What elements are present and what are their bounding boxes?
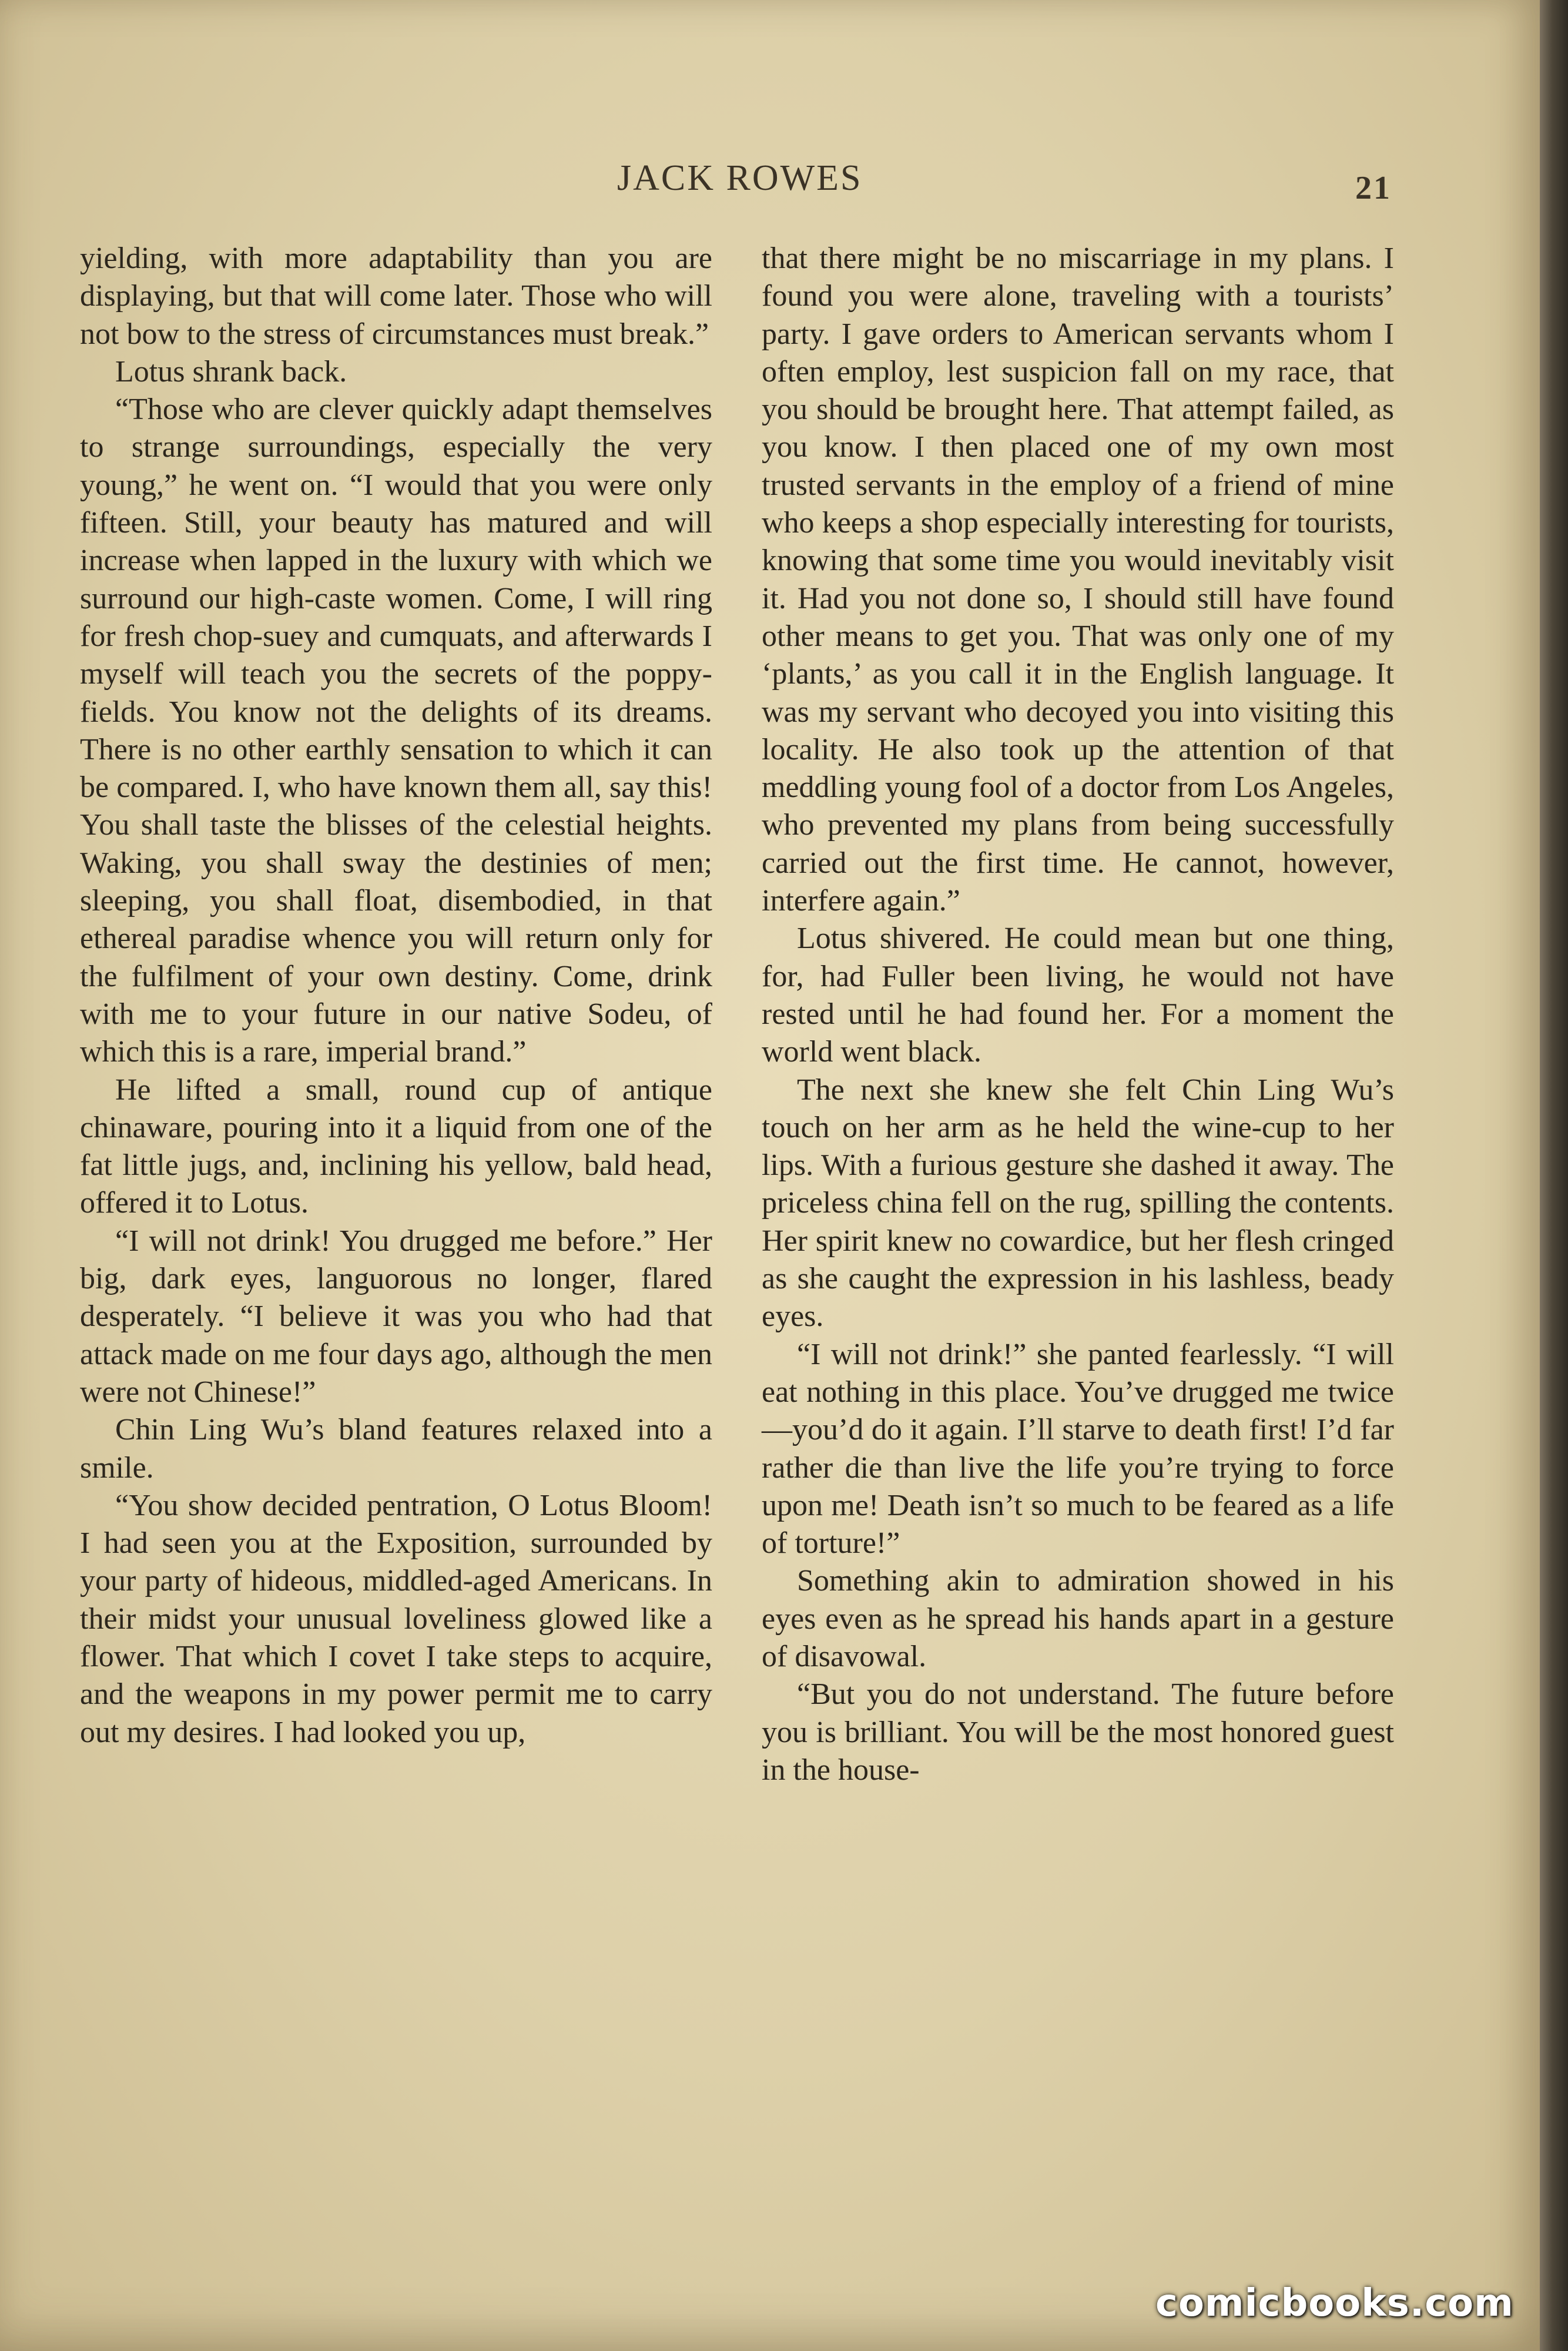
page-number: 21 bbox=[1355, 170, 1392, 206]
right-text-column bbox=[762, 240, 1394, 1789]
paragraph: Lotus shivered. He could mean but one thing, for, had Fuller been living, he would not have rested until he had found her. For a moment the world went black. bbox=[762, 922, 1394, 1069]
paragraph: He lifted a small, round cup of antique chinaware, pouring into it a liquid from one of the fat little jugs, and, inclining his yellow, bald head, offered it to Lotus. bbox=[80, 1073, 712, 1220]
paragraph: “I will not drink!” she panted fearlessly. “I will eat nothing in this place. You’ve drugged me twice—you’d do it again. I’ll starve to death first! I’d far rather die than live the life you’re trying to force upon me! Death isn’t so much to be feared as a life of torture!” bbox=[762, 1337, 1394, 1560]
paragraph: “But you do not understand. The future before you is brilliant. You will be the most honored guest in the house- bbox=[762, 1677, 1394, 1787]
paragraph: Something akin to admiration showed in his eyes even as he spread his hands apart in a gesture of disavowal. bbox=[762, 1564, 1394, 1673]
paragraph: Chin Ling Wu’s bland features relaxed into a smile. bbox=[80, 1413, 712, 1485]
paragraph: Lotus shrank back. bbox=[115, 354, 347, 389]
running-title: JACK ROWES bbox=[617, 158, 863, 198]
paragraph: “Those who are clever quickly adapt themselves to strange surroundings, especially the very young,” he went on. “I would that you were only fifteen. Still, your beauty has matured and will increase when lapped in the luxury with which we surround our high-caste women. Come, I will ring for fresh chop-suey and cumquats, and afterwards I myself will teach you the secrets of the poppy-fields. You know not the delights of its dreams. There is no other earthly sensation to which it can be compared. I, who have known them all, say this! You shall taste the blisses of the celestial heights. Waking, you shall sway the destinies of men; sleeping, you shall float, disembodied, in that ethereal paradise whence you will return only for the fulfilment of your own destiny. Come, drink with me to your future in our native Sodeu, of which this is a rare, imperial brand.” bbox=[80, 393, 712, 1069]
watermark: comicbooks.com bbox=[1155, 2282, 1514, 2325]
page-edge-shadow bbox=[1540, 0, 1568, 2351]
paragraph: that there might be no miscarriage in my plans. I found you were alone, traveling with a tourists’ party. I gave orders to American servants whom I often employ, lest suspicion fall on my race, that you should be brought here. That attempt failed, as you know. I then placed one of my own most trusted servants in the employ of a friend of mine who keeps a shop especially interesting for tourists, knowing that some time you would inevitably visit it. Had you not done so, I should still have found other means to get you. That was only one of my ‘plants,’ as you call it in the English language. It was my servant who decoyed you into visiting this locality. He also took up the attention of that meddling young fool of a doctor from Los Angeles, who prevented my plans from being successfully carried out the first time. He cannot, however, interfere again.” bbox=[762, 242, 1394, 918]
paragraph: “You show decided pentration, O Lotus Bloom! I had seen you at the Exposition, surrounded by your party of hideous, middled-aged Americans. In their midst your unusual loveliness glowed like a flower. That which I covet I take steps to acquire, and the weapons in my power permit me to carry out my desires. I had looked you up, bbox=[80, 1488, 712, 1749]
left-text-column bbox=[80, 240, 712, 1751]
running-header bbox=[0, 158, 1540, 205]
paragraph: The next she knew she felt Chin Ling Wu’s touch on her arm as he held the wine-cup to her lips. With a furious gesture she dashed it away. The priceless china fell on the rug, spilling the contents. Her spirit knew no cowardice, but her flesh cringed as she caught the expression in his lashless, beady eyes. bbox=[762, 1073, 1394, 1334]
paragraph: yielding, with more adaptability than you are displaying, but that will come later. Those who will not bow to the stress of circumstances must break.” bbox=[80, 242, 712, 351]
paragraph: “I will not drink! You drugged me before.” Her big, dark eyes, languorous no longer, flared desperately. “I believe it was you who had that attack made on me four days ago, although the men were not Chinese!” bbox=[80, 1224, 712, 1409]
